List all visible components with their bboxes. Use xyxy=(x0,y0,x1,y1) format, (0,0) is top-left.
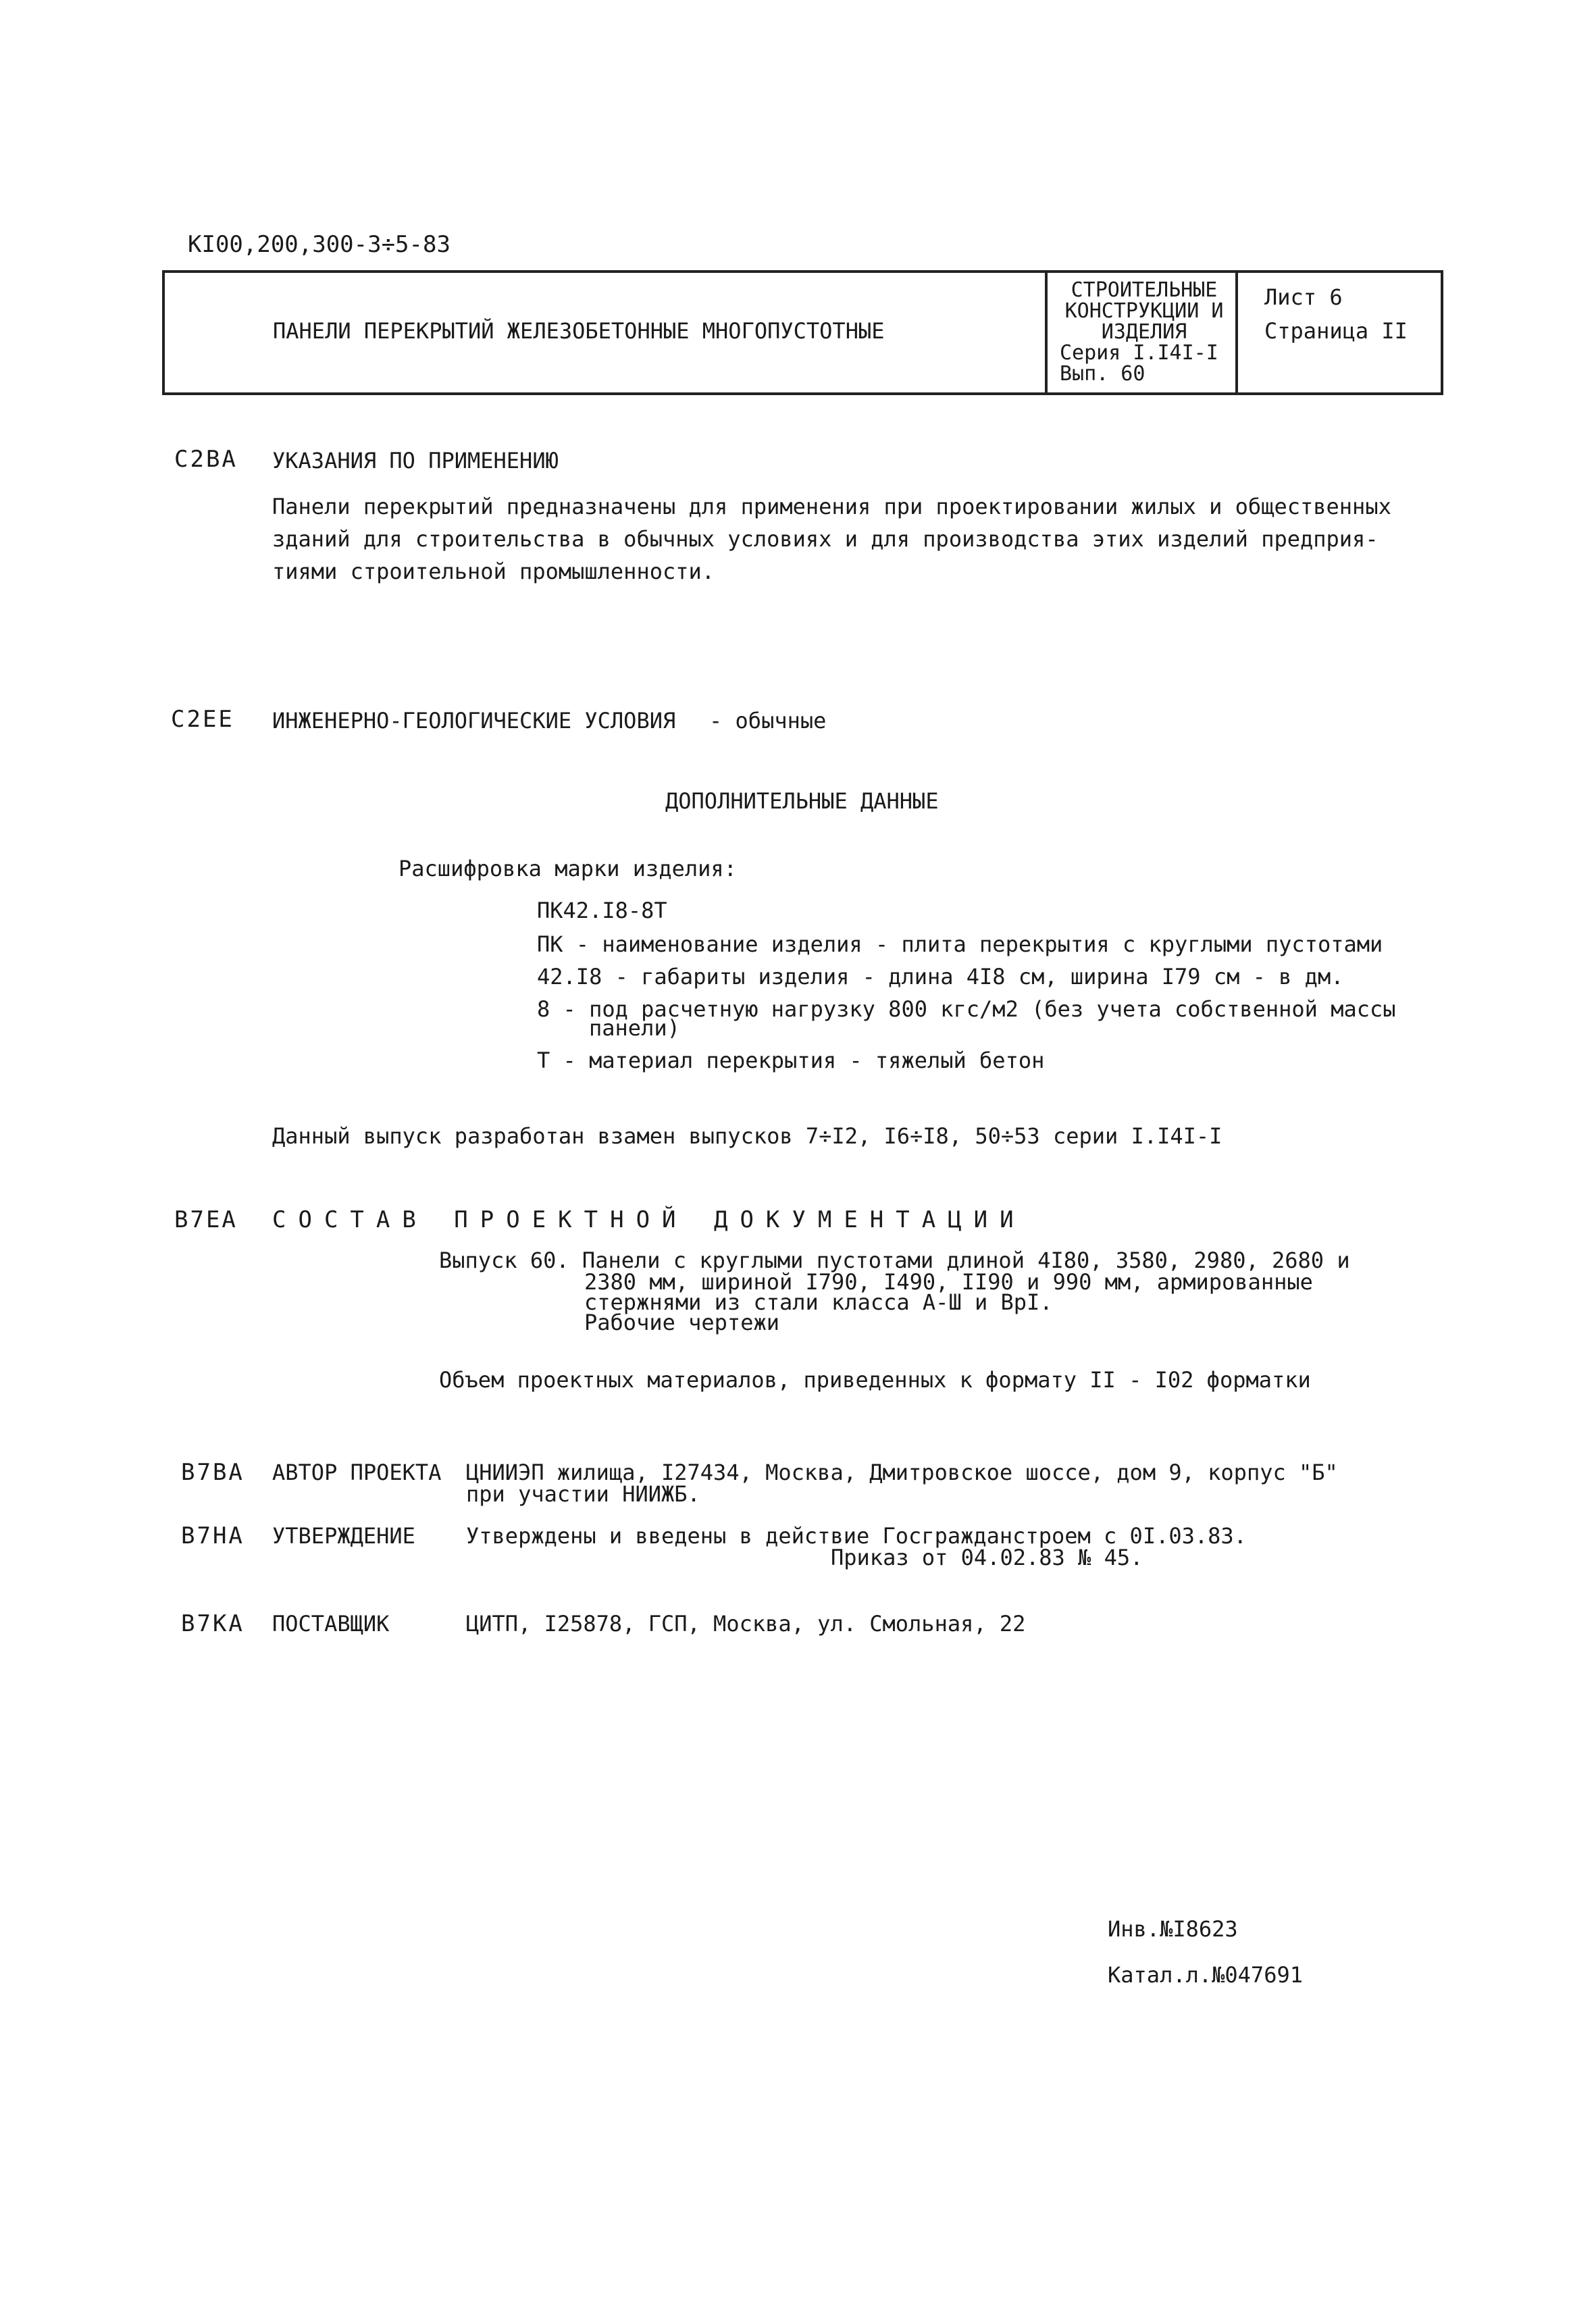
mark-intro: Расшифровка марки изделия: xyxy=(398,856,737,881)
application-line: Панели перекрытий предназначены для применения при проектировании жилых и общественных xyxy=(272,494,1391,519)
issue-line: стержнями из стали класса А-Ш и ВрI. xyxy=(584,1289,1053,1315)
category-block xyxy=(1060,280,1229,384)
replaces-note: Данный выпуск разработан взамен выпусков 7÷I2, I6÷I8, 50÷53 серии I.I4I-I xyxy=(272,1123,1222,1149)
application-heading: УКАЗАНИЯ ПО ПРИМЕНЕНИЮ xyxy=(272,448,559,473)
page-number: Страница II xyxy=(1264,318,1408,344)
product-mark: ПК42.I8-8Т xyxy=(537,898,667,923)
issue-line: 2380 мм, шириной I790, I490, II90 и 990 мм, армированные xyxy=(584,1269,1313,1295)
mark-item: ПК - наименование изделия - плита перекрытия с круглыми пустотами xyxy=(537,931,1383,957)
application-line: зданий для строительства в обычных условиях и для производства этих изделий предприя- xyxy=(272,526,1379,552)
series-line: Серия I.I4I-I xyxy=(1060,341,1218,365)
additional-heading: ДОПОЛНИТЕЛЬНЫЕ ДАННЫЕ xyxy=(665,788,939,814)
approval-line: Утверждены и введены в действие Госгражданстроем с 0I.03.83. xyxy=(466,1523,1247,1549)
supplier-label: ПОСТАВЩИК xyxy=(272,1611,390,1637)
mark-item: 8 - под расчетную нагрузку 800 кгс/м2 (без учета собственной массы xyxy=(537,996,1396,1022)
catalog-number: Катал.л.№047691 xyxy=(1108,1962,1303,1988)
approval-label: УТВЕРЖДЕНИЕ xyxy=(272,1523,415,1549)
author-label: АВТОР ПРОЕКТА xyxy=(272,1460,442,1485)
category-line: ИЗДЕЛИЯ xyxy=(1101,320,1187,344)
mark-item: Т - материал перекрытия - тяжелый бетон xyxy=(537,1048,1045,1073)
issue-line: Вып. 60 xyxy=(1060,362,1145,386)
section-code: В7ЕА xyxy=(174,1206,238,1233)
issue-line: Выпуск 60. Панели с круглыми пустотами длиной 4I80, 3580, 2980, 2680 и xyxy=(439,1248,1350,1273)
section-code: В7КА xyxy=(181,1610,244,1637)
section-code: В7НА xyxy=(181,1522,244,1549)
application-line: тиями строительной промышленности. xyxy=(272,559,715,584)
mark-item: панели) xyxy=(589,1015,680,1041)
inventory-number: Инв.№I8623 xyxy=(1108,1916,1238,1942)
sheet-divider xyxy=(1235,273,1238,392)
title-divider xyxy=(1045,273,1048,392)
mark-item: 42.I8 - габариты изделия - длина 4I8 см, ширина I79 см - в дм. xyxy=(537,964,1344,989)
section-code: В7ВА xyxy=(181,1459,244,1486)
volume-line: Объем проектных материалов, приведенных к формату II - I02 форматки xyxy=(439,1367,1311,1393)
document-title: ПАНЕЛИ ПЕРЕКРЫТИЙ ЖЕЛЕЗОБЕТОННЫЕ МНОГОПУСТОТНЫЕ xyxy=(273,318,885,344)
document-code: КI00,200,300-3÷5-83 xyxy=(188,231,451,258)
approval-line: Приказ от 04.02.83 № 45. xyxy=(831,1545,1143,1570)
category-line: КОНСТРУКЦИИ И xyxy=(1064,299,1224,323)
category-line: СТРОИТЕЛЬНЫЕ xyxy=(1071,278,1218,302)
geology-heading: ИНЖЕНЕРНО-ГЕОЛОГИЧЕСКИЕ УСЛОВИЯ xyxy=(272,708,676,734)
sheet-number: Лист 6 xyxy=(1264,284,1343,310)
title-block xyxy=(162,270,1443,395)
author-line: при участии НИИЖБ. xyxy=(466,1481,700,1507)
composition-heading: СОСТАВ ПРОЕКТНОЙ ДОКУМЕНТАЦИИ xyxy=(272,1206,1026,1233)
issue-line: Рабочие чертежи xyxy=(584,1310,779,1335)
geology-value: - обычные xyxy=(709,708,827,734)
section-code: С2ЕЕ xyxy=(171,706,234,733)
author-line: ЦНИИЭП жилища, I27434, Москва, Дмитровское шоссе, дом 9, корпус "Б" xyxy=(466,1460,1338,1485)
section-code: С2ВА xyxy=(174,446,238,473)
supplier-value: ЦИТП, I25878, ГСП, Москва, ул. Смольная, 22 xyxy=(466,1611,1026,1637)
